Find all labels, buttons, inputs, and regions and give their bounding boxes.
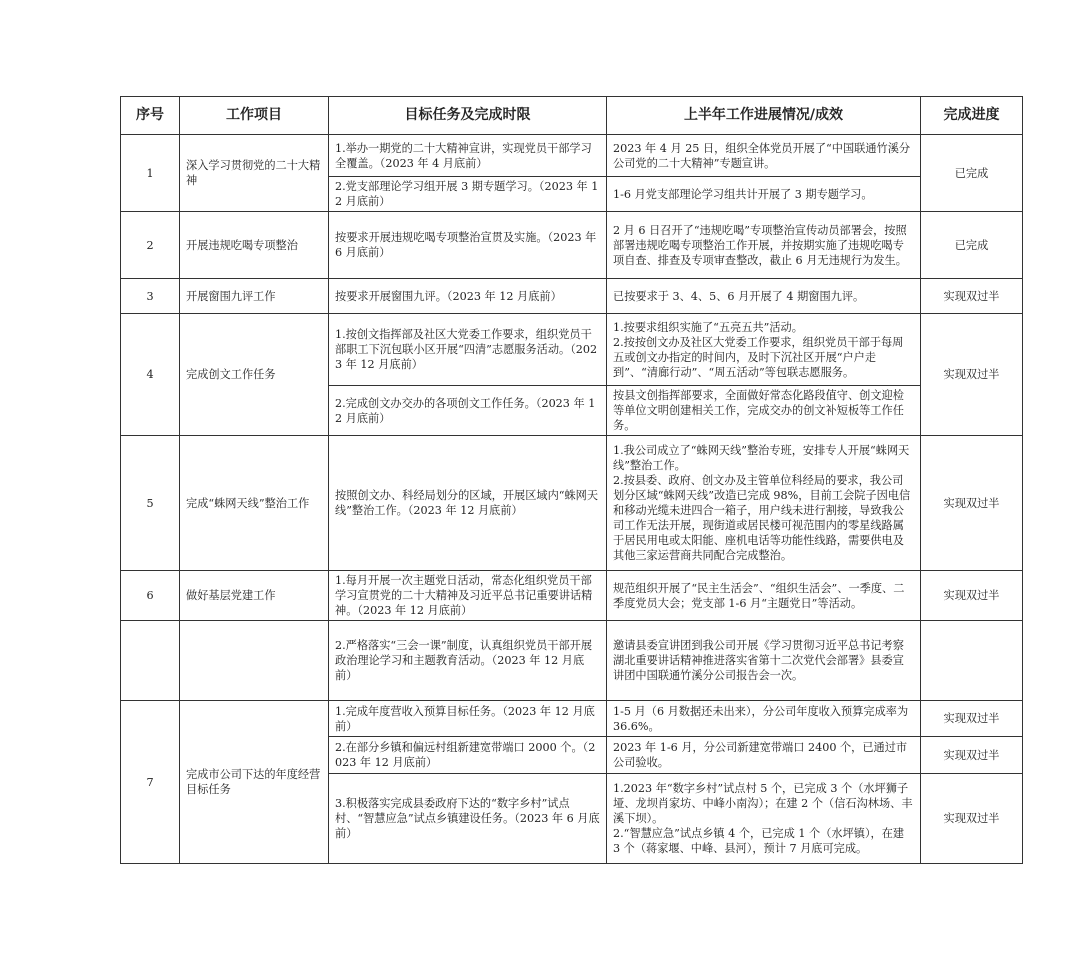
target-task: 3.积极落实完成县委政府下达的“数字乡村”试点村、“智慧应急”试点乡镇建设任务。（2023 年 6 月底前）	[329, 774, 607, 864]
work-item: 完成创文工作任务	[180, 314, 329, 436]
work-progress-table	[120, 96, 1023, 864]
table-row	[121, 436, 1023, 571]
target-task: 2.党支部理论学习组开展 3 期专题学习。（2023 年 12 月底前）	[329, 177, 607, 212]
target-task: 按要求开展违规吃喝专项整治宣贯及实施。（2023 年 6 月底前）	[329, 212, 607, 279]
status-cell: 已完成	[921, 212, 1023, 279]
target-task: 1.完成年度营收入预算目标任务。（2023 年 12 月底前）	[329, 701, 607, 737]
row-number: 3	[121, 279, 180, 314]
work-item: 开展窗围九评工作	[180, 279, 329, 314]
progress-text: 2023 年 1-6 月，分公司新建宽带端口 2400 个，已通过市公司验收。	[607, 737, 921, 774]
row-number: 1	[121, 135, 180, 212]
header-item: 工作项目	[180, 97, 329, 135]
target-task: 按要求开展窗围九评。（2023 年 12 月底前）	[329, 279, 607, 314]
progress-text: 2 月 6 日召开了“违规吃喝”专项整治宣传动员部署会，按照部署违规吃喝专项整治工作开展，并按期实施了违规吃喝专项自查、排查及专项审查整改，截止 6 月无违规行为发生。	[607, 212, 921, 279]
target-task: 2.严格落实“三会一课”制度，认真组织党员干部开展政治理论学习和主题教育活动。（2023 年 12 月底前）	[329, 621, 607, 701]
status-cell: 实现双过半	[921, 774, 1023, 864]
progress-text: 邀请县委宣讲团到我公司开展《学习贯彻习近平总书记考察湖北重要讲话精神推进落实省第十二次党代会部署》县委宣讲团中国联通竹溪分公司报告会一次。	[607, 621, 921, 701]
status-cell: 已完成	[921, 135, 1023, 212]
table-row	[121, 135, 1023, 177]
header-target: 目标任务及完成时限	[329, 97, 607, 135]
target-task: 1.举办一期党的二十大精神宣讲，实现党员干部学习全覆盖。（2023 年 4 月底前）	[329, 135, 607, 177]
work-item: 开展违规吃喝专项整治	[180, 212, 329, 279]
row-number: 2	[121, 212, 180, 279]
work-item: 完成“蛛网天线”整治工作	[180, 436, 329, 571]
progress-text: 按县文创指挥部要求，全面做好常态化路段值守、创文迎检等单位文明创建相关工作，完成交办的创文补短板等工作任务。	[607, 386, 921, 436]
status-cell: 实现双过半	[921, 279, 1023, 314]
target-task: 按照创文办、科经局划分的区域，开展区域内“蛛网天线”整治工作。（2023 年 12 月底前）	[329, 436, 607, 571]
work-item: 完成市公司下达的年度经营目标任务	[180, 701, 329, 864]
progress-text: 1.2023 年“数字乡村”试点村 5 个，已完成 3 个（水坪狮子垭、龙坝肖家坊、中峰小南沟）；在建 2 个（信石沟林场、丰溪下坝）。 2.“智慧应急”试点乡镇 4 个，已完成 1 个（水坪镇），在建 3 个（蒋家堰、中峰、县河），预计 7 月底可完成。	[607, 774, 921, 864]
progress-text: 已按要求于 3、4、5、6 月开展了 4 期窗围九评。	[607, 279, 921, 314]
status-cell: 实现双过半	[921, 701, 1023, 737]
table-row	[121, 571, 1023, 621]
table-row	[121, 621, 1023, 701]
header-progress: 上半年工作进展情况/成效	[607, 97, 921, 135]
table-row	[121, 701, 1023, 737]
row-number: 7	[121, 701, 180, 864]
row-number: 4	[121, 314, 180, 436]
status-cell-empty	[921, 621, 1023, 701]
header-no: 序号	[121, 97, 180, 135]
work-item: 深入学习贯彻党的二十大精神	[180, 135, 329, 212]
target-task: 1.按创文指挥部及社区大党委工作要求，组织党员干部职工下沉包联小区开展“四清”志愿服务活动。（2023 年 12 月底前）	[329, 314, 607, 386]
table-row	[121, 212, 1023, 279]
progress-text: 2023 年 4 月 25 日，组织全体党员开展了“中国联通竹溪分公司党的二十大精神”专题宣讲。	[607, 135, 921, 177]
row-number: 6	[121, 571, 180, 621]
work-item-empty	[180, 621, 329, 701]
status-cell: 实现双过半	[921, 737, 1023, 774]
progress-text: 1.我公司成立了“蛛网天线”整治专班，安排专人开展“蛛网天线”整治工作。 2.按县委、政府、创文办及主管单位科经局的要求，我公司划分区域“蛛网天线”改造已完成 98%，目前工会院子因电信和移动光缆未进四合一箱子，用户线未进行割接，导致我公司工作无法开展，现街道或居民楼可视范围内的零星线路属于居民用电或太阳能、座机电话等功能性线路，需要供电及其他三家运营商共同配合完成整治。	[607, 436, 921, 571]
target-task: 2.完成创文办交办的各项创文工作任务。（2023 年 12 月底前）	[329, 386, 607, 436]
row-number: 5	[121, 436, 180, 571]
status-cell: 实现双过半	[921, 436, 1023, 571]
header-status: 完成进度	[921, 97, 1023, 135]
header-row	[121, 97, 1023, 135]
table-row	[121, 279, 1023, 314]
row-number-empty	[121, 621, 180, 701]
progress-text: 规范组织开展了“民主生活会”、“组织生活会”、一季度、二季度党员大会；党支部 1-6 月“主题党日”等活动。	[607, 571, 921, 621]
target-task: 1.每月开展一次主题党日活动，常态化组织党员干部学习宣贯党的二十大精神及习近平总书记重要讲话精神。（2023 年 12 月底前）	[329, 571, 607, 621]
status-cell: 实现双过半	[921, 571, 1023, 621]
table-row	[121, 314, 1023, 386]
progress-text: 1.按要求组织实施了“五亮五共”活动。 2.按按创文办及社区大党委工作要求，组织党员干部于每周五或创文办指定的时间内，及时下沉社区开展“户户走到”、“清廊行动”、“周五活动”等包联志愿服务。	[607, 314, 921, 386]
target-task: 2.在部分乡镇和偏远村组新建宽带端口 2000 个。（2023 年 12 月底前）	[329, 737, 607, 774]
progress-text: 1-5 月（6 月数据还未出来），分公司年度收入预算完成率为 36.6%。	[607, 701, 921, 737]
work-item: 做好基层党建工作	[180, 571, 329, 621]
progress-text: 1-6 月党支部理论学习组共计开展了 3 期专题学习。	[607, 177, 921, 212]
status-cell: 实现双过半	[921, 314, 1023, 436]
